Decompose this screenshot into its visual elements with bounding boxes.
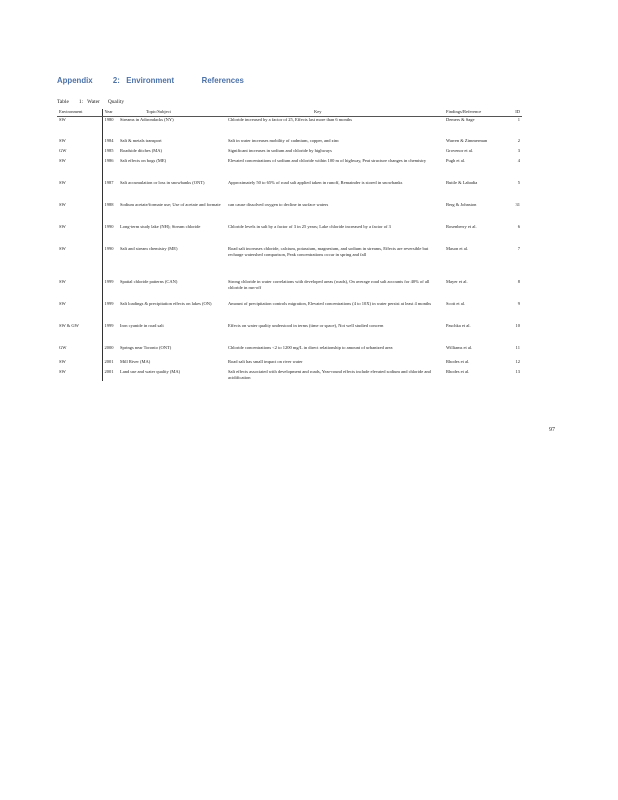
cell-environment: SW <box>59 138 66 144</box>
table-row <box>57 180 522 202</box>
cell-key: can cause dissolved oxygen to decline in surface waters <box>228 202 329 208</box>
cell-id: 1 <box>517 116 520 122</box>
cell-year: 1980 <box>102 116 118 138</box>
cell-topic: Land use and water quality (MA) <box>120 369 181 375</box>
cell-topic: Streams in Adirondacks (NY) <box>120 116 174 122</box>
cell-year: 1988 <box>102 202 118 224</box>
cell-key: Road salt increases chloride, calcium, potassium, magnesium, and sodium in streams, Effects are reversible but recharge watershed comparison, Peak concentrations occur in spring and fall <box>228 246 429 257</box>
col-header-environment: Environment <box>57 109 102 116</box>
water-quality-table <box>57 109 522 381</box>
cell-reference: Grovenor et al. <box>446 148 474 154</box>
cell-topic: Mill River (MA) <box>120 359 151 365</box>
heading-environment: Environment <box>126 75 175 85</box>
cell-year: 1999 <box>102 301 118 323</box>
cell-key: Salt in water increases mobility of cadmium, copper, and zinc <box>228 138 340 144</box>
table-caption <box>57 99 124 105</box>
cell-id: 10 <box>515 323 520 329</box>
col-header-year: Year <box>102 109 118 116</box>
heading-appendix: Appendix <box>57 75 93 85</box>
caption-number: 1: <box>78 99 84 105</box>
cell-key: Significant increases in sodium and chloride by highways <box>228 148 332 154</box>
cell-reference: Buttle & Labadia <box>446 180 478 186</box>
cell-id: 3 <box>517 148 520 154</box>
table-row <box>57 323 522 345</box>
table-row <box>57 345 522 359</box>
cell-id: 4 <box>517 158 520 164</box>
cell-reference: Williams et al. <box>446 345 473 351</box>
cell-environment: SW <box>59 224 66 230</box>
cell-key: Chloride concentrations <2 to 1200 mg/L in direct relationship to amount of urbanized area <box>228 345 393 351</box>
cell-key: Road salt has small impact on river water <box>228 359 303 365</box>
cell-year: 2001 <box>102 359 118 369</box>
cell-environment: SW <box>59 279 66 285</box>
cell-environment: SW <box>59 202 66 208</box>
cell-year: 1987 <box>102 180 118 202</box>
table-row <box>57 158 522 180</box>
cell-id: 6 <box>517 224 520 230</box>
cell-reference: Rhodes et al. <box>446 359 470 365</box>
table-row <box>57 148 522 158</box>
cell-environment: SW <box>59 116 66 122</box>
cell-environment: SW <box>59 246 66 252</box>
cell-year: 2001 <box>102 369 118 381</box>
cell-key: Salt effects associated with development and roads, Year-round effects include elevated sodium and chloride and acidification <box>228 369 431 380</box>
cell-topic: Sodium acetate/formate use; Use of acetate and formate <box>120 202 221 208</box>
table-row <box>57 224 522 246</box>
cell-id: 9 <box>517 301 520 307</box>
cell-reference: Warren & Zimmerman <box>446 138 488 144</box>
cell-reference: Mason et al. <box>446 246 469 252</box>
cell-reference: Berg & Johnston <box>446 202 477 208</box>
cell-environment: GW <box>59 148 67 154</box>
cell-topic: Salt & metals transport <box>120 138 162 144</box>
caption-table-label: Table <box>57 99 69 105</box>
page-number: 97 <box>549 427 555 433</box>
cell-environment: GW <box>59 345 67 351</box>
caption-title-quality: Quality <box>107 99 125 105</box>
table-row <box>57 246 522 279</box>
cell-key: Amount of precipitation controls migration, Elevated concentrations (4 to 10X) in water persist at least 4 months <box>228 301 432 307</box>
appendix-heading <box>57 75 244 85</box>
cell-year: 1990 <box>102 246 118 279</box>
cell-year: 1985 <box>102 148 118 158</box>
cell-id: 5 <box>517 180 520 186</box>
cell-id: 13 <box>515 369 520 375</box>
caption-title-water: Water <box>87 99 100 105</box>
cell-id: 12 <box>515 359 520 365</box>
table-row <box>57 369 522 381</box>
cell-id: 8 <box>517 279 520 285</box>
cell-year: 1999 <box>102 279 118 301</box>
heading-references: References <box>201 75 244 85</box>
cell-year: 1984 <box>102 138 118 148</box>
col-header-id: ID <box>504 109 522 116</box>
cell-key: Elevated concentrations of sodium and chloride within 100 m of highway, Peat structure changes in chemistry <box>228 158 427 164</box>
cell-key: Chloride levels in salt by a factor of 3 in 25 years; Lake chloride increased by a factor of 3 <box>228 224 391 230</box>
cell-topic: Springs near Toronto (ONT) <box>120 345 172 351</box>
cell-topic: Salt loadings & precipitation effects on lakes (ON) <box>120 301 212 307</box>
table-row <box>57 279 522 301</box>
col-header-findings: Findings/Reference <box>444 109 504 116</box>
heading-number: 2: <box>112 75 120 85</box>
cell-reference: Paschka et al. <box>446 323 471 329</box>
cell-environment: SW <box>59 158 66 164</box>
cell-year: 1990 <box>102 224 118 246</box>
cell-topic: Iron cyanide in road salt <box>120 323 164 329</box>
cell-topic: Roadside ditches (MA) <box>120 148 162 154</box>
col-header-key: Key <box>226 109 444 116</box>
cell-id: 7 <box>517 246 520 252</box>
cell-id: 2 <box>517 138 520 144</box>
cell-environment: SW <box>59 359 66 365</box>
table-row <box>57 138 522 148</box>
cell-key: Chloride increased by a factor of 25, Effects last more than 6 months <box>228 116 353 122</box>
cell-topic: Spatial chloride patterns (CAN) <box>120 279 178 285</box>
cell-key: Strong chloride in water correlations with developed areas (roads), On average road salt accounts for 40% of all chloride in run-off <box>228 279 430 290</box>
cell-topic: Salt effects on bogs (ME) <box>120 158 167 164</box>
table-row <box>57 359 522 369</box>
cell-year: 2000 <box>102 345 118 359</box>
cell-environment: SW <box>59 180 66 186</box>
cell-environment: SW <box>59 301 66 307</box>
cell-environment: SW & GW <box>59 323 79 329</box>
cell-reference: Scott et al. <box>446 301 466 307</box>
cell-reference: Pugh et al. <box>446 158 466 164</box>
table-row <box>57 116 522 138</box>
cell-topic: Long-term study lake (NH); Stream chloride <box>120 224 201 230</box>
table-row <box>57 202 522 224</box>
cell-id: 31 <box>515 202 520 208</box>
cell-year: 1999 <box>102 323 118 345</box>
cell-topic: Salt and stream chemistry (ME) <box>120 246 178 252</box>
cell-reference: Demers & Sage <box>446 116 475 122</box>
table-row <box>57 301 522 323</box>
cell-topic: Salt accumulation or loss in snowbanks (ONT) <box>120 180 205 186</box>
cell-reference: Rosenberry et al. <box>446 224 477 230</box>
cell-year: 1986 <box>102 158 118 180</box>
cell-reference: Rhodes et al. <box>446 369 470 375</box>
table-header-row <box>57 109 522 116</box>
cell-environment: SW <box>59 369 66 375</box>
cell-key: Approximately 50 to 65% of road salt applied taken in runoff, Remainder is stored in snowbanks <box>228 180 403 186</box>
cell-reference: Mayer et al. <box>446 279 468 285</box>
cell-id: 11 <box>515 345 520 351</box>
col-header-topic: Topic/Subject <box>118 109 226 116</box>
cell-key: Effects on water quality understood in terms (time or space), Not well studied concern <box>228 323 384 329</box>
